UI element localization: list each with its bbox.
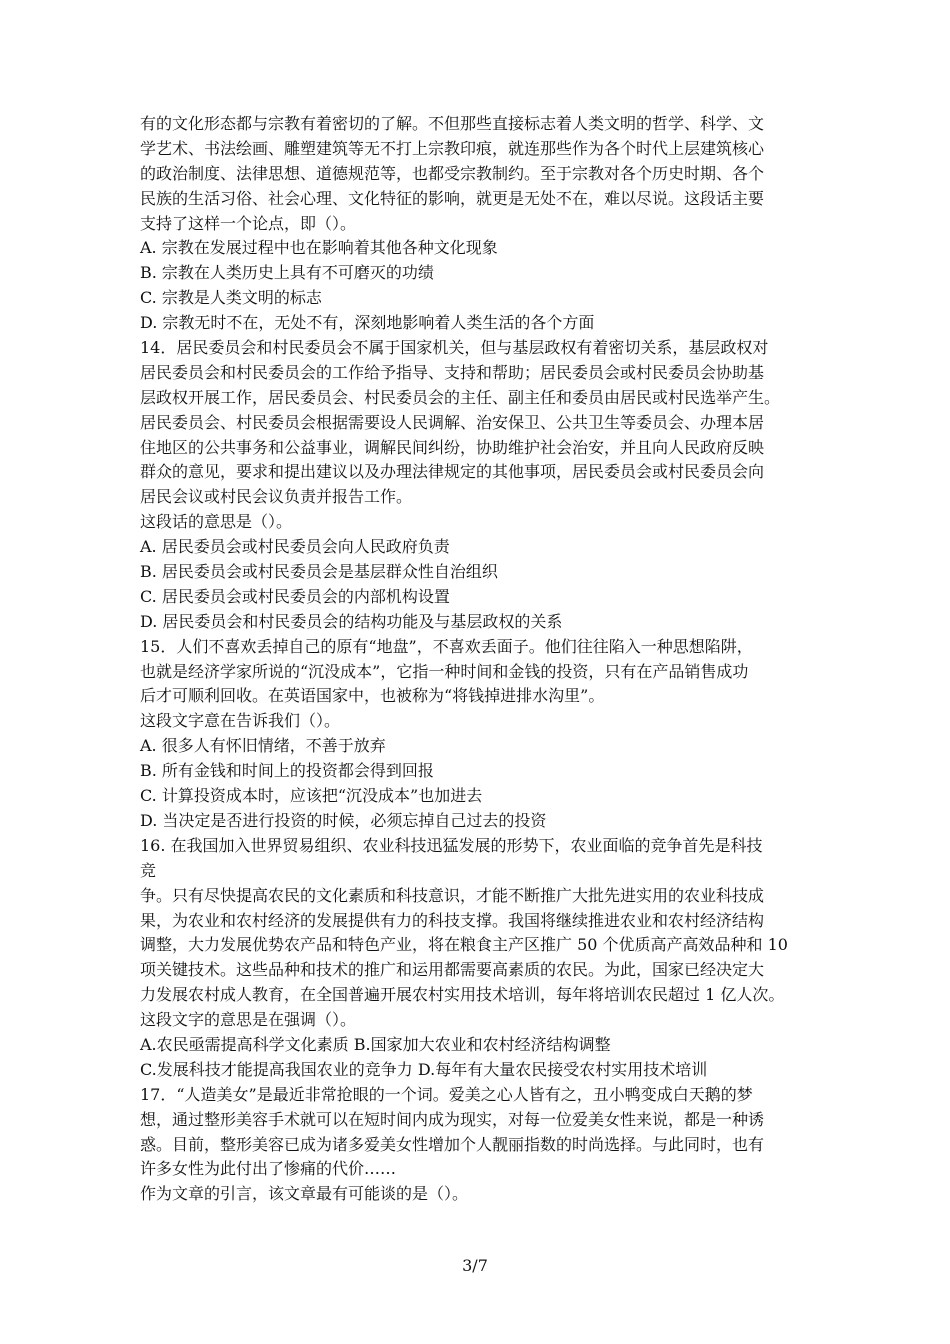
text-line: 居民委员会和村民委员会的工作给予指导、支持和帮助；居民委员会或村民委员会协助基	[140, 362, 765, 382]
option-d: D. 居民委员会和村民委员会的结构功能及与基层政权的关系	[140, 611, 563, 631]
text-line: 后才可顺利回收。在英语国家中，也被称为“将钱掉进排水沟里”。	[140, 686, 605, 706]
question-14-text: 14．居民委员会和村民委员会不属于国家机关，但与基层政权有着密切关系，基层政权对	[140, 338, 769, 358]
question-prompt: 支持了这样一个论点，即（）。	[140, 213, 357, 233]
option-b: B. 所有金钱和时间上的投资都会得到回报	[140, 761, 434, 781]
text-line: 果，为农业和农村经济的发展提供有力的科技支撑。我国将继续推进农业和农村经济结构	[140, 910, 765, 930]
option-b: B. 宗教在人类历史上具有不可磨灭的功绩	[140, 263, 434, 283]
page-body	[140, 112, 820, 1207]
text-line: 竞	[140, 860, 157, 880]
option-d: D. 宗教无时不在，无处不有，深刻地影响着人类生活的各个方面	[140, 313, 595, 333]
question-17-text: 17．“人造美女”是最近非常抢眼的一个词。爱美之心人皆有之，丑小鸭变成白天鹅的梦	[140, 1084, 753, 1104]
option-d: D. 当决定是否进行投资的时候，必须忘掉自己过去的投资	[140, 810, 547, 830]
page-number: 3/7	[462, 1256, 488, 1275]
text-line: 居民委员会、村民委员会根据需要设人民调解、治安保卫、公共卫生等委员会、办理本居	[140, 412, 765, 432]
options-a-b: A.农民亟需提高科学文化素质 B.国家加大农业和农村经济结构调整	[140, 1034, 611, 1054]
text-line: 惑。目前，整形美容已成为诸多爱美女性增加个人靓丽指数的时尚选择。与此同时，也有	[140, 1134, 765, 1154]
text-line: 居民会议或村民会议负责并报告工作。	[140, 487, 413, 507]
text-line: 也就是经济学家所说的“沉没成本”，它指一种时间和金钱的投资，只有在产品销售成功	[140, 661, 749, 681]
text-line: 的政治制度、法律思想、道德规范等，也都受宗教制约。至于宗教对各个历史时期、各个	[140, 163, 765, 183]
question-16-text: 16. 在我国加入世界贸易组织、农业科技迅猛发展的形势下，农业面临的竞争首先是科技	[140, 835, 763, 855]
text-line: 有的文化形态都与宗教有着密切的了解。不但那些直接标志着人类文明的哲学、科学、文	[140, 114, 765, 133]
option-c: C. 居民委员会或村民委员会的内部机构设置	[140, 586, 450, 606]
question-15-text: 15．人们不喜欢丢掉自己的原有“地盘”，不喜欢丢面子。他们往往陷入一种思想陷阱，	[140, 636, 753, 656]
question-prompt: 这段文字意在告诉我们（）。	[140, 711, 341, 731]
option-b: B. 居民委员会或村民委员会是基层群众性自治组织	[140, 562, 498, 582]
text-line: 民族的生活习俗、社会心理、文化特征的影响，就更是无处不在，难以尽说。这段话主要	[140, 188, 765, 208]
option-a: A. 居民委员会或村民委员会向人民政府负责	[140, 537, 450, 557]
text-line: 争。只有尽快提高农民的文化素质和科技意识，才能不断推广大批先进实用的农业科技成	[140, 885, 765, 905]
option-a: A. 很多人有怀旧情绪，不善于放弃	[140, 736, 386, 756]
text-line: 许多女性为此付出了惨痛的代价……	[140, 1159, 397, 1179]
option-c: C. 计算投资成本时，应该把“沉没成本”也加进去	[140, 786, 483, 806]
options-c-d: C.发展科技才能提高我国农业的竞争力 D.每年有大量农民接受农村实用技术培训	[140, 1059, 708, 1079]
question-prompt: 这段话的意思是（）。	[140, 512, 293, 532]
text-line: 学艺术、书法绘画、雕塑建筑等无不打上宗教印痕，就连那些作为各个时代上层建筑核心	[140, 138, 765, 158]
option-a: A. 宗教在发展过程中也在影响着其他各种文化现象	[140, 238, 498, 258]
text-line: 调整，大力发展优势农产品和特色产业，将在粮食主产区推广 50 个优质高产高效品种和 10	[140, 935, 788, 955]
text-line: 想，通过整形美容手术就可以在短时间内成为现实，对每一位爱美女性来说，都是一种诱	[140, 1109, 765, 1129]
text-line: 层政权开展工作，居民委员会、村民委员会的主任、副主任和委员由居民或村民选举产生。	[140, 387, 781, 407]
question-prompt: 这段文字的意思是在强调（）。	[140, 1010, 357, 1030]
text-line: 力发展农村成人教育，在全国普遍开展农村实用技术培训，每年将培训农民超过 1 亿人次。	[140, 985, 785, 1005]
text-line: 住地区的公共事务和公益事业，调解民间纠纷，协助维护社会治安，并且向人民政府反映	[140, 437, 765, 457]
text-line: 群众的意见，要求和提出建议以及办理法律规定的其他事项，居民委员会或村民委员会向	[140, 462, 765, 482]
text-line: 项关键技术。这些品种和技术的推广和运用都需要高素质的农民。为此，国家已经决定大	[140, 960, 765, 980]
option-c: C. 宗教是人类文明的标志	[140, 288, 322, 308]
question-prompt: 作为文章的引言，该文章最有可能谈的是（）。	[140, 1184, 469, 1204]
